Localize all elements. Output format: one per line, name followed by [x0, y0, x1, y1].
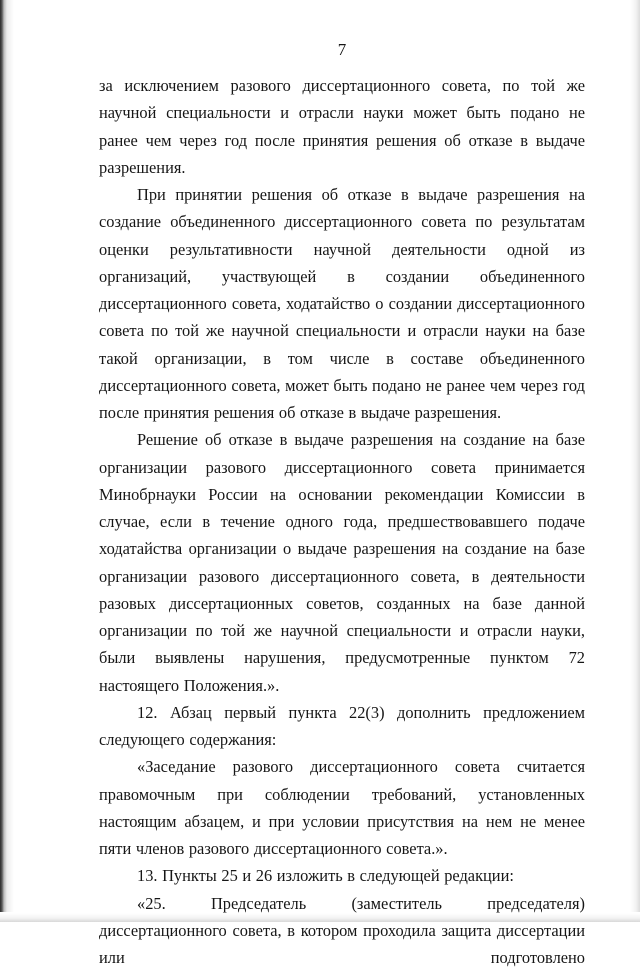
text-line: совета, в деятельности разовых диссертационных советов, созданных: [99, 567, 585, 613]
text-line: 13. Пункты 25 и 26 изложить в следующей редакции:: [137, 866, 514, 885]
paragraph: [99, 72, 585, 181]
text-line: диссертационного совета.».: [254, 839, 448, 858]
text-line: специальности и отрасли науки на базе такой организации, в том числе: [99, 321, 585, 367]
text-line: за исключением разового диссертационного совета, по той же научной: [99, 76, 585, 122]
text-line: на базе данной организации по той же научной специальности и отрасли: [99, 594, 585, 640]
text-line: Решение об отказе в выдаче разрешения на создание на базе: [137, 430, 585, 449]
text-line: «Заседание разового диссертационного совета считается: [137, 757, 585, 776]
text-line: абзацем, и при условии присутствия на нем не менее пяти членов разового: [99, 812, 585, 858]
text-line: России на основании рекомендации Комиссии в случае, если в течение: [99, 485, 585, 531]
scan-right-edge: [624, 0, 640, 922]
text-line: При принятии решения об отказе в выдаче разрешения на создание: [99, 185, 585, 231]
text-line: науки, были выявлены нарушения, предусмотренные пунктом 72: [99, 621, 585, 667]
text-line: после принятия решения об отказе в выдаче разрешения.: [99, 131, 585, 177]
text-line: специальности и отрасли науки может быть подано не ранее чем через год: [99, 103, 585, 149]
text-line: 12. Абзац первый пункта 22(3) дополнить предложением следующего: [99, 703, 585, 749]
text-line: участвующей в создании объединенного диссертационного совета,: [99, 267, 585, 313]
text-line: ходатайство о создании диссертационного совета по той же научной: [99, 294, 585, 340]
paragraph: [99, 890, 585, 971]
page-number: 7: [22, 40, 640, 60]
text-line: разрешения.: [415, 403, 502, 422]
paragraph: [99, 426, 585, 699]
text-line: результативности научной деятельности одной из организаций,: [99, 240, 585, 286]
paragraph: [99, 862, 585, 889]
document-body: [99, 72, 585, 971]
text-line: содержания:: [189, 730, 276, 749]
paragraph: [99, 699, 585, 754]
scan-left-edge: [0, 0, 22, 922]
text-line: в составе объединенного диссертационного совета, может быть подано: [99, 349, 585, 395]
text-line: одного года, предшествовавшего подаче ходатайства организации о выдаче: [99, 512, 585, 558]
text-line: разрешения на создание на базе организации разового диссертационного: [99, 539, 585, 585]
text-line: настоящего Положения.».: [99, 676, 279, 695]
text-line: совета, в котором проходила защита диссертации или подготовлено: [99, 921, 585, 967]
text-line: не ранее чем через год после принятия решения об отказе в выдаче: [99, 376, 585, 422]
paragraph: [99, 181, 585, 426]
text-line: «25. Председатель (заместитель председателя) диссертационного: [99, 894, 585, 940]
text-line: правомочным при соблюдении требований, установленных настоящим: [99, 785, 585, 831]
text-line: объединенного диссертационного совета по результатам оценки: [99, 212, 585, 258]
paragraph: [99, 753, 585, 862]
text-line: организации разового диссертационного совета принимается Минобрнауки: [99, 458, 585, 504]
